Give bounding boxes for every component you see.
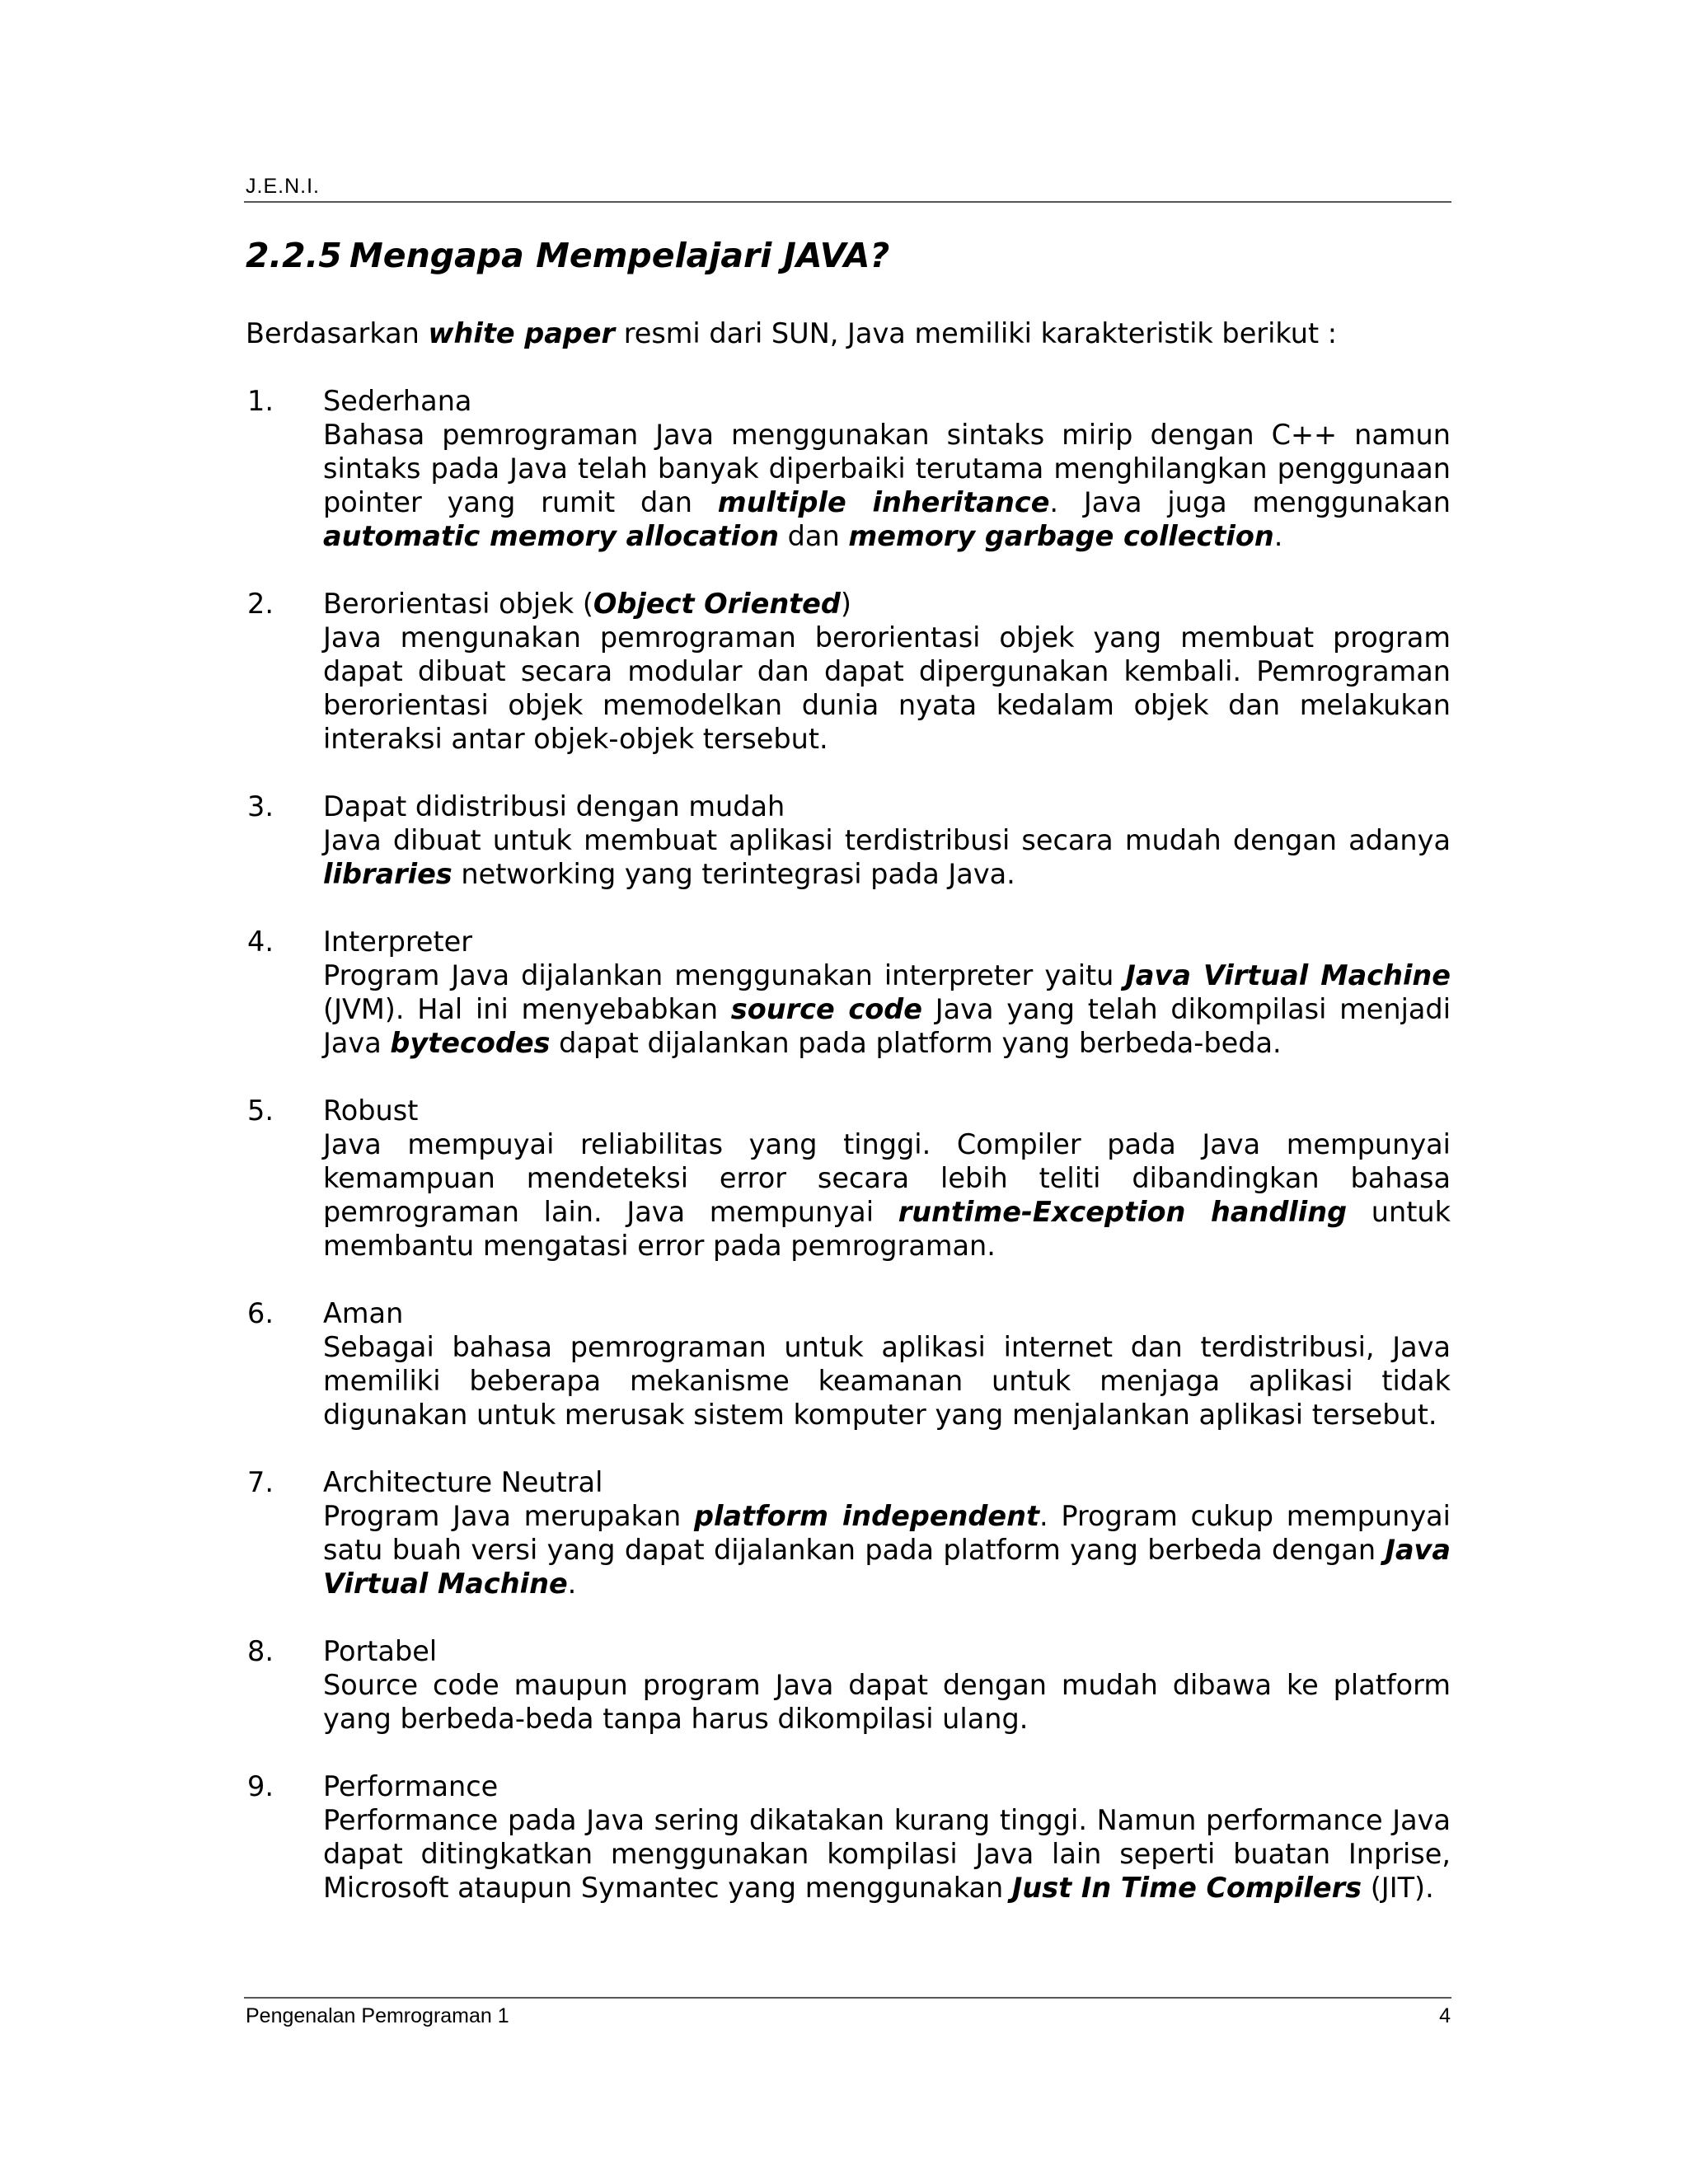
- list-item: [246, 790, 1451, 891]
- intro-emphasis: white paper: [428, 317, 616, 349]
- list-item: [246, 587, 1451, 756]
- item-body: Program Java merupakan platform independent. Program cukup mempunyai satu buah versi yang dapat dijalankan pada platform yang berbeda dengan Java Virtual Machine.: [323, 1500, 1451, 1600]
- list-item: [246, 384, 1451, 553]
- item-heading: Architecture Neutral: [323, 1466, 603, 1498]
- item-number: 8.: [247, 1635, 274, 1667]
- running-header: J.E.N.I.: [246, 175, 320, 198]
- intro-paragraph: [246, 316, 1451, 350]
- item-body: Java dibuat untuk membuat aplikasi terdistribusi secara mudah dengan adanya libraries networking yang terintegrasi pada Java.: [323, 824, 1451, 890]
- item-body: Bahasa pemrograman Java menggunakan sintaks mirip dengan C++ namun sintaks pada Java telah banyak diperbaiki terutama menghilangkan penggunaan pointer yang rumit dan multiple inheritance. Java juga menggunakan automatic memory allocation dan memory garbage collection.: [323, 419, 1451, 552]
- item-body: Source code maupun program Java dapat dengan mudah dibawa ke platform yang berbeda-beda tanpa harus dikompilasi ulang.: [323, 1669, 1451, 1735]
- item-number: 5.: [247, 1094, 274, 1127]
- item-number: 3.: [247, 790, 274, 823]
- item-number: 1.: [247, 385, 274, 417]
- list-item: [246, 1465, 1451, 1601]
- item-heading: Dapat didistribusi dengan mudah: [323, 790, 785, 823]
- item-heading: Berorientasi objek (Object Oriented): [323, 588, 851, 620]
- characteristics-list: [246, 384, 1451, 1938]
- section-title: [246, 232, 889, 279]
- list-item: [246, 925, 1451, 1060]
- list-item: [246, 1296, 1451, 1432]
- item-body: Sebagai bahasa pemrograman untuk aplikasi internet dan terdistribusi, Java memiliki beberapa mekanisme keamanan untuk menjaga aplikasi tidak digunakan untuk merusak sistem komputer yang menjalankan aplikasi tersebut.: [323, 1331, 1451, 1431]
- item-heading: Interpreter: [323, 926, 473, 958]
- item-heading: Robust: [323, 1094, 419, 1127]
- item-number: 7.: [247, 1466, 274, 1498]
- item-body: Performance pada Java sering dikatakan kurang tinggi. Namun performance Java dapat ditingkatkan menggunakan kompilasi Java lain seperti buatan Inprise, Microsoft ataupun Symantec yang menggunakan Just In Time Compilers (JIT).: [323, 1804, 1451, 1904]
- intro-text-end: resmi dari SUN, Java memiliki karakteristik berikut :: [615, 317, 1338, 349]
- item-body: Java mempuyai reliabilitas yang tinggi. Compiler pada Java mempunyai kemampuan mendeteksi error secara lebih teliti dibandingkan bahasa pemrograman lain. Java mempunyai runtime-Exception handling untuk membantu mengatasi error pada pemrograman.: [323, 1128, 1451, 1262]
- item-heading: Aman: [323, 1297, 404, 1329]
- item-number: 6.: [247, 1297, 274, 1329]
- footer-rule: [244, 1997, 1451, 1999]
- list-item: [246, 1634, 1451, 1736]
- page-number: 4: [1439, 2004, 1451, 2027]
- list-item: [246, 1769, 1451, 1905]
- item-number: 2.: [247, 588, 274, 620]
- footer-title: Pengenalan Pemrograman 1: [246, 2004, 509, 2027]
- list-item: [246, 1094, 1451, 1263]
- item-heading: Portabel: [323, 1635, 438, 1667]
- item-body: Program Java dijalankan menggunakan interpreter yaitu Java Virtual Machine (JVM). Hal ini menyebabkan source code Java yang telah dikompilasi menjadi Java bytecodes dapat dijalankan pada platform yang berbeda-beda.: [323, 959, 1451, 1059]
- item-number: 4.: [247, 926, 274, 958]
- item-body: Java mengunakan pemrograman berorientasi objek yang membuat program dapat dibuat secara modular dan dapat dipergunakan kembali. Pemrograman berorientasi objek memodelkan dunia nyata kedalam objek dan melakukan interaksi antar objek-objek tersebut.: [323, 621, 1451, 755]
- section-number: 2.2.5: [246, 236, 342, 275]
- item-number: 9.: [247, 1770, 274, 1802]
- header-rule: [244, 201, 1451, 203]
- section-title-text: Mengapa Mempelajari JAVA?: [349, 236, 890, 275]
- item-heading: Sederhana: [323, 385, 472, 417]
- item-heading: Performance: [323, 1770, 499, 1802]
- intro-text: Berdasarkan: [246, 317, 429, 349]
